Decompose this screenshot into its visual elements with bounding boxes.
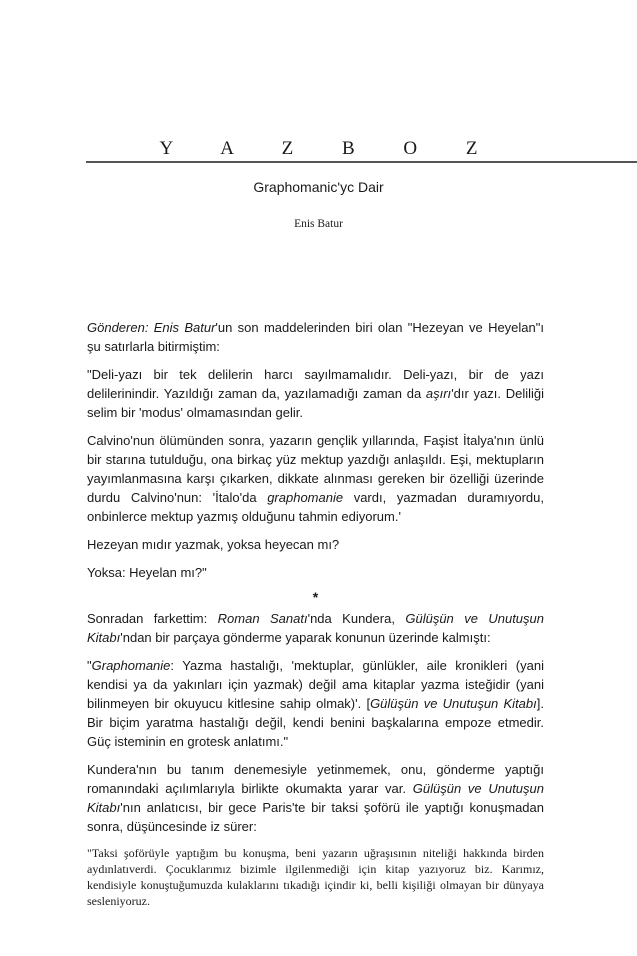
- section-separator: *: [312, 589, 319, 605]
- article-author: Enis Batur: [294, 218, 343, 230]
- header-rule: [86, 161, 637, 163]
- sender-label: Gönderen: Enis Batur: [87, 320, 216, 335]
- paragraph-2: "Deli-yazı bir tek delilerin harcı sayılmamalıdır. Deli-yazı, bir de yazı delilerinindir. Yazıldığı zaman da, yazılamadığı zaman da aşırı'dır yazı. Deliliği selim bir 'modus' olmamasından gelir.: [87, 367, 545, 420]
- article-body: [87, 318, 544, 909]
- paragraph-5: Yoksa: Heyelan mı?": [87, 565, 207, 580]
- paragraph-1: Gönderen: Enis Batur'un son maddelerinden biri olan "Hezeyan ve Heyelan"ı şu satırlarla bitirmiştim:: [87, 320, 544, 354]
- paragraph-8: Kundera'nın bu tanım denemesiyle yetinmemek, onu, gönderme yaptığı romanındaki açılımlarıyla birlikte okumakta yarar var. Gülüşün ve Unutuşun Kitabı'nın anlatıcısı, bir gece Paris'te bir taksi şoförü ile yaptığı konuşmadan sonra, düşüncesinde iz sürer:: [87, 762, 544, 834]
- paragraph-7: "Graphomanie: Yazma hastalığı, 'mektuplar, günlükler, aile kronikleri (yani kendisi ya da yakınları için yazmak) değil ama kitaplar yazma isteğidir (yani bilinmeyen bir okuyucu kitlesine sahip olmak)'. [Gülüşün ve Unutuşun Kitabı]. Bir biçim yaratma hastalığı değil, kendi benini başkalarına empoze etmedir. Güç isteminin en grotesk anlatımı.": [87, 658, 544, 749]
- paragraph-6: Sonradan farkettim: Roman Sanatı'nda Kundera, Gülüşün ve Unutuşun Kitabı'ndan bir parçaya gönderme yaparak konunun üzerinde kalmıştı:: [87, 611, 544, 645]
- article-subtitle: Graphomanic'yc Dair: [253, 179, 384, 195]
- block-quote: "Taksi şoförüyle yaptığım bu konuşma, beni yazarın uğraşısının niteliği hakkında birden aydınlatıverdi. Çocuklarımız bizimle ilgilenmediği için kitap yazıyoruz biz. Karımız, kendisiyle konuştuğumuzda kulaklarını tıkadığı içindir ki, belli kişiliği olmayan bir dünyaya sesleniyoruz.: [87, 846, 544, 908]
- page-header-title: Y A Z B O Z: [159, 138, 500, 159]
- paragraph-3: Calvino'nun ölümünden sonra, yazarın gençlik yıllarında, Faşist İtalya'nın ünlü bir starına tutulduğu, ona birkaç yüz mektup yazdığı anlaşıldı. Eşi, mektupların yayımlanmasına karşı çıkarken, dikkate alınması gereken bir özelliği üzerinde durdu Calvino'nun: 'İtalo'da graphomanie vardı, yazmadan duramıyordu, onbinlerce mektup yazmış olduğunu tahmin ediyorum.': [87, 433, 544, 524]
- paragraph-4: Hezeyan mıdır yazmak, yoksa heyecan mı?: [87, 537, 340, 552]
